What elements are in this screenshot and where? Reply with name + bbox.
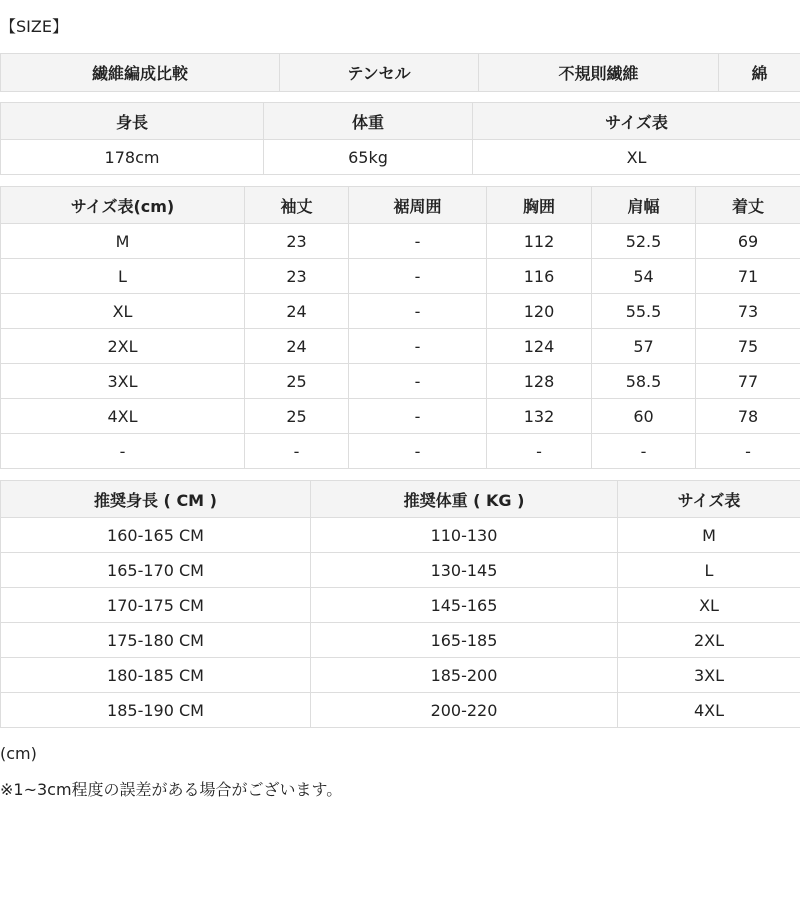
fiber-header-row <box>1 54 800 92</box>
measurement-error-note: ※1~3cm程度の誤差がある場合がございます。 <box>0 780 343 799</box>
size-header-cell: 裾周囲 <box>349 187 487 224</box>
table-cell: - <box>349 294 487 329</box>
table-cell: 58.5 <box>592 364 696 399</box>
table-cell: 2XL <box>1 329 245 364</box>
table-cell: 116 <box>487 259 592 294</box>
table-cell: - <box>245 434 349 469</box>
table-cell: 120 <box>487 294 592 329</box>
size-header-cell: 袖丈 <box>245 187 349 224</box>
size-header-cell: サイズ表(cm) <box>1 187 245 224</box>
table-cell: L <box>1 259 245 294</box>
size-chart-table <box>0 186 800 469</box>
fiber-composition-table <box>0 53 800 92</box>
table-cell: 71 <box>696 259 800 294</box>
fiber-header-cell: 綿 <box>719 54 800 92</box>
table-cell: 170-175 CM <box>1 588 311 623</box>
table-cell: 24 <box>245 329 349 364</box>
size-heading: 【SIZE】 <box>0 17 68 36</box>
table-cell: 175-180 CM <box>1 623 311 658</box>
table-cell: 25 <box>245 399 349 434</box>
model-data-row <box>1 140 800 175</box>
recommend-header-cell: 推奨身長 ( CM ) <box>1 481 311 518</box>
table-cell: 200-220 <box>311 693 618 728</box>
table-row <box>1 294 800 329</box>
table-cell: - <box>349 399 487 434</box>
table-row <box>1 588 800 623</box>
model-height-cell: 178cm <box>1 140 264 175</box>
table-cell: 185-190 CM <box>1 693 311 728</box>
table-row <box>1 329 800 364</box>
table-cell: 4XL <box>618 693 800 728</box>
table-cell: 23 <box>245 259 349 294</box>
table-cell: - <box>349 329 487 364</box>
table-row <box>1 623 800 658</box>
table-cell: M <box>618 518 800 553</box>
table-cell: L <box>618 553 800 588</box>
table-row <box>1 434 800 469</box>
table-row <box>1 224 800 259</box>
table-row <box>1 658 800 693</box>
table-cell: - <box>349 259 487 294</box>
model-weight-cell: 65kg <box>264 140 473 175</box>
table-cell: 132 <box>487 399 592 434</box>
table-cell: 78 <box>696 399 800 434</box>
table-cell: 3XL <box>618 658 800 693</box>
table-row <box>1 364 800 399</box>
model-info-table <box>0 102 800 175</box>
table-cell: XL <box>1 294 245 329</box>
table-cell: 55.5 <box>592 294 696 329</box>
model-header-cell: サイズ表 <box>473 103 800 140</box>
table-cell: - <box>1 434 245 469</box>
fiber-header-cell: 不規則繊維 <box>479 54 719 92</box>
table-cell: XL <box>618 588 800 623</box>
table-row <box>1 693 800 728</box>
model-header-cell: 体重 <box>264 103 473 140</box>
size-header-cell: 肩幅 <box>592 187 696 224</box>
table-cell: 185-200 <box>311 658 618 693</box>
table-cell: 60 <box>592 399 696 434</box>
model-size-cell: XL <box>473 140 800 175</box>
table-row <box>1 553 800 588</box>
table-cell: - <box>349 364 487 399</box>
size-header-cell: 胸囲 <box>487 187 592 224</box>
table-cell: 124 <box>487 329 592 364</box>
table-cell: - <box>487 434 592 469</box>
table-cell: 180-185 CM <box>1 658 311 693</box>
model-header-row <box>1 103 800 140</box>
table-cell: 2XL <box>618 623 800 658</box>
table-cell: 24 <box>245 294 349 329</box>
recommend-header-cell: 推奨体重 ( KG ) <box>311 481 618 518</box>
table-cell: 165-185 <box>311 623 618 658</box>
table-cell: - <box>696 434 800 469</box>
table-cell: 69 <box>696 224 800 259</box>
table-cell: 54 <box>592 259 696 294</box>
table-cell: 3XL <box>1 364 245 399</box>
fiber-header-cell: テンセル <box>280 54 479 92</box>
table-cell: 52.5 <box>592 224 696 259</box>
table-cell: M <box>1 224 245 259</box>
table-cell: 75 <box>696 329 800 364</box>
table-cell: - <box>592 434 696 469</box>
recommend-header-cell: サイズ表 <box>618 481 800 518</box>
table-cell: 57 <box>592 329 696 364</box>
table-cell: - <box>349 224 487 259</box>
table-row <box>1 518 800 553</box>
table-row <box>1 259 800 294</box>
recommend-header-row <box>1 481 800 518</box>
table-cell: 77 <box>696 364 800 399</box>
table-cell: 23 <box>245 224 349 259</box>
table-cell: 73 <box>696 294 800 329</box>
table-cell: - <box>349 434 487 469</box>
recommended-size-table <box>0 480 800 728</box>
table-cell: 4XL <box>1 399 245 434</box>
model-header-cell: 身長 <box>1 103 264 140</box>
table-cell: 128 <box>487 364 592 399</box>
table-cell: 112 <box>487 224 592 259</box>
fiber-header-cell: 繊維編成比較 <box>1 54 280 92</box>
size-header-cell: 着丈 <box>696 187 800 224</box>
unit-note: (cm) <box>0 744 37 763</box>
table-cell: 110-130 <box>311 518 618 553</box>
table-cell: 130-145 <box>311 553 618 588</box>
table-cell: 25 <box>245 364 349 399</box>
table-row <box>1 399 800 434</box>
table-cell: 145-165 <box>311 588 618 623</box>
table-cell: 165-170 CM <box>1 553 311 588</box>
table-cell: 160-165 CM <box>1 518 311 553</box>
size-header-row <box>1 187 800 224</box>
